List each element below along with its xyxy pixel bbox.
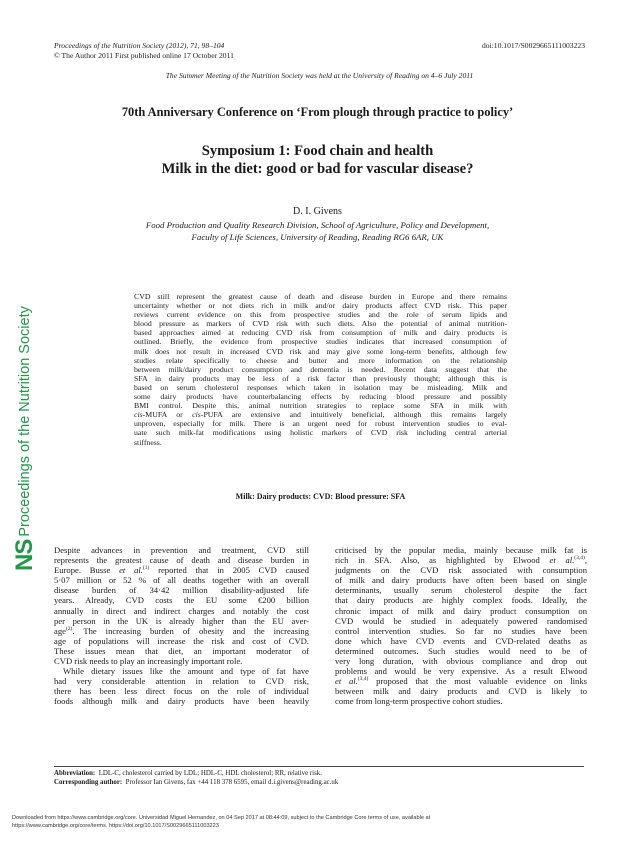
body-line: age$^{(2)}$. The increasing burden of obesity and the increasing — [54, 625, 309, 636]
body-line: determined outcomes. Such studies would need to be of — [335, 645, 587, 656]
abstract-line: uate such milk-fat modifications using holistic markers of CVD risk including central arterial — [134, 428, 507, 438]
body-line: of milk and dairy products have often been based on single — [335, 575, 587, 586]
body-line: control intervention studies. So far no studies have been — [335, 625, 587, 636]
abstract-line: blood pressure as markers of CVD risk with such diets. Also the potential of animal nutrition- — [134, 319, 507, 329]
meeting-note: The Summer Meeting of the Nutrition Society was held at the University of Reading on 4–6 July 2011 — [165, 71, 474, 80]
journal-side-banner — [11, 271, 38, 571]
abstract-line: reviews current evidence on this from prospective studies and the role of serum lipids and — [134, 310, 507, 320]
body-line: between milk and dairy products and CVD is likely to — [335, 686, 587, 697]
symposium-title: Symposium 1: Food chain and health — [201, 143, 434, 159]
body-line: judgments on the CVD risk associated with consumption — [335, 565, 587, 576]
abstract-line: BMI control. Despite this, animal nutrition strategies to replace some SFA in milk with — [134, 401, 507, 411]
affiliation — [30, 220, 605, 243]
download-line[interactable]: https://www.cambridge.org/core/terms. https://doi.org/10.1017/S0029665111003223 — [12, 822, 219, 829]
body-line: Despite advances in prevention and treatment, CVD still — [54, 545, 309, 555]
body-line: 5·07 million or 52 % of all deaths together with an overall — [54, 575, 309, 586]
body-line: While dietary issues like the amount and type of fat have — [63, 666, 309, 677]
abstract-line: stiffness. — [134, 437, 162, 447]
affiliation-line: Faculty of Life Sciences, University of Reading, Reading RG6 6AR, UK — [191, 231, 444, 242]
abbreviation-text: LDL-C, cholesterol carried by LDL; HDL-C, HDL cholesterol; RR, relative risk. — [98, 770, 322, 777]
body-line: come from long-term prospective cohort studies. — [335, 696, 503, 707]
body-line: done which have CVD events and CVD-related deaths as — [335, 635, 587, 646]
body-line: These issues mean that diet, an important moderator of — [54, 645, 309, 656]
body-line: per person in the UK is already higher than the EU aver- — [54, 615, 309, 626]
abstract-line: CVD still represent the greatest cause of death and disease burden in Europe and there remains — [134, 292, 507, 301]
ns-logo: NS — [11, 539, 38, 571]
body-line: foods although milk and dairy products have been heavily — [54, 696, 309, 707]
body-line: represents the greatest cause of death and disease burden in — [54, 555, 309, 566]
body-line: years. Already, CVD costs the EU some €200 billion — [54, 595, 309, 606]
body-line: that dairy products are highly complex foods. Ideally, the — [335, 595, 587, 606]
body-column-right — [335, 545, 587, 707]
copyright-line: © The Author 2011 First published online 17 October 2011 — [54, 51, 234, 60]
abstract-line: unproven, especially for milk. There is an urgent need for robust intervention studies to eval- — [134, 419, 507, 429]
journal-citation: Proceedings of the Nutrition Society (2012), 71, 98–104 — [54, 41, 225, 50]
body-line: CVD would be studied in adequately powered randomised — [335, 615, 587, 626]
abstract-line: between milk/dairy product consumption and dementia is needed. Recent data suggest that the — [134, 364, 507, 374]
abstract-line: some dairy products have counterbalancing effects by reducing blood pressure and possibly — [134, 392, 507, 402]
body-line: had very considerable attention in relation to CVD risk, — [54, 676, 309, 687]
body-line: Europe. Busse et al.$^{(1)}$ reported that in 2005 CVD caused — [54, 565, 309, 576]
body-line: annually in direct and indirect charges and notably the cost — [54, 605, 309, 616]
abstract-line: SFA in dairy products may be less of a risk factor than previously thought; although this is — [134, 373, 507, 383]
abstract-line: studies relate specifically to cheese and butter and more information on the relationship — [134, 355, 507, 365]
author-name: D. I. Givens — [293, 206, 342, 217]
body-line: CVD risk needs to play an increasingly important role. — [54, 656, 243, 667]
conference-title: 70th Anniversary Conference on ‘From plough through practice to policy’ — [121, 105, 514, 119]
body-line: age of populations will increase the risk and cost of CVD. — [54, 635, 309, 646]
body-line: criticised by the popular media, mainly because milk fat is — [335, 545, 587, 555]
body-line: problems and would be very expensive. As a result Elwood — [335, 666, 587, 677]
keywords: Milk: Dairy products: CVD: Blood pressure: SFA — [235, 492, 406, 501]
abstract-line: outlined. Briefly, the evidence from prospective studies indicates that increased consumption of — [134, 337, 507, 347]
download-notice — [12, 815, 430, 831]
body-line: et al.$^{(3,4)}$ proposed that the most valuable evidence on links — [335, 676, 587, 687]
body-line: chronic impact of milk and dairy product consumption on — [335, 605, 587, 616]
abstract-line: milk does not result in increased CVD risk and may give some long-term benefits, although few — [134, 346, 507, 356]
body-line: rich in SFA. Also, as highlighted by Elwood et al.$^{(3,4)}$, — [335, 555, 587, 566]
body-line: very long duration, with obvious compliance and drop out — [335, 656, 587, 667]
abstract-line: based approaches aimed at reducing CVD risk from consumption of milk and dairy products is — [134, 328, 507, 338]
body-line: there has been less direct focus on the role of individual — [54, 686, 309, 697]
body-line: determinants, usually serum cholesterol despite the fact — [335, 585, 587, 596]
corresponding-text[interactable]: Professor Ian Givens, fax +44 118 378 6595, email d.i.givens@reading.ac.uk — [125, 779, 339, 786]
abstract-line: cis-MUFA or cis-PUFA are extensive and intuitively beneficial, although this remains largely — [134, 410, 507, 420]
body-column-left — [54, 545, 309, 707]
abstract-line: uncertainty whether or not diets rich in milk and/or dairy products affect CVD risk. This paper — [134, 301, 507, 311]
download-line[interactable]: Downloaded from https://www.cambridge.org/core. Universidad Miguel Hernandez, on 04 Sep 2017 at 08:44:09, subject to the Cambridge Core terms of use, available at — [12, 815, 431, 821]
affiliation-line: Food Production and Quality Research Division, School of Agriculture, Policy and Development, — [145, 220, 490, 230]
abstract — [134, 292, 507, 447]
corresponding-footnote — [54, 778, 338, 787]
body-line: disease burden of 34·42 million disability-adjusted life — [54, 585, 309, 596]
paper-title: Milk in the diet: good or bad for vascular disease? — [161, 161, 474, 177]
abstract-line: based on serum cholesterol responses which taken in isolation may be misleading. Milk and — [134, 382, 507, 392]
footnote-divider — [54, 766, 584, 767]
corresponding-label: Corresponding author: — [54, 779, 123, 786]
journal-side-name: Proceedings of the Nutrition Society — [17, 306, 33, 537]
abbreviation-footnote — [54, 769, 322, 778]
abbreviation-label: Abbreviation: — [54, 770, 96, 777]
doi[interactable]: doi:10.1017/S0029665111003223 — [481, 41, 585, 50]
